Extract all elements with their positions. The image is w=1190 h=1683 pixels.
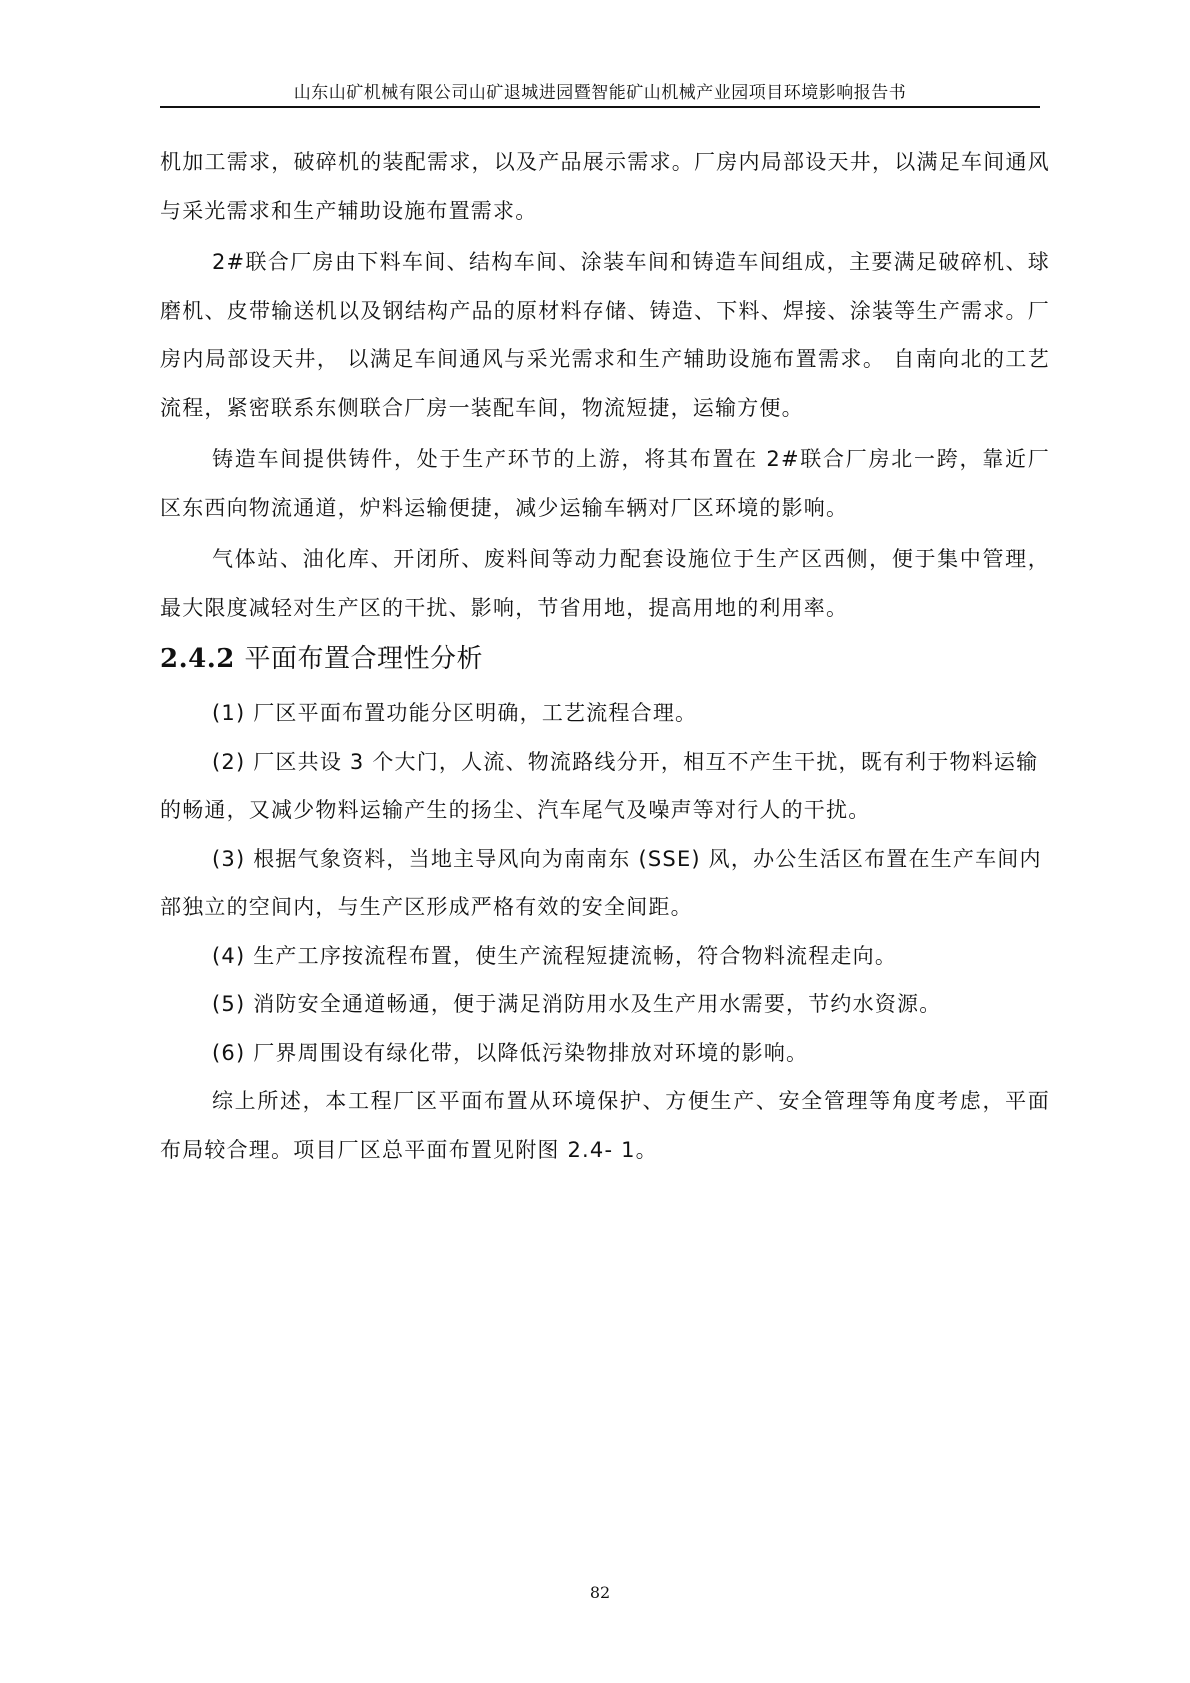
section-title: 平面布置合理性分析: [244, 644, 483, 674]
list-item: (4) 生产工序按流程布置，使生产流程短捷流畅，符合物料流程走向。: [212, 943, 898, 968]
body-paragraph: 铸造车间提供铸件，处于生产环节的上游，将其布置在 2#联合厂房北一跨，靠近厂区东西向物流通道，炉料运输便捷，减少运输车辆对厂区环境的影响。: [160, 447, 1050, 520]
list-item: (1) 厂区平面布置功能分区明确，工艺流程合理。: [212, 701, 698, 725]
section-number: 2.4.2: [160, 644, 235, 674]
body-paragraph: 2#联合厂房由下料车间、结构车间、涂装车间和铸造车间组成，主要满足破碎机、球磨机、皮带输送机以及钢结构产品的原材料存储、铸造、下料、焊接、涂装等生产需求。厂房内局部设天井， 以满足车间通风与采光需求和生产辅助设施布置需求。 自南向北的工艺流程，紧密联系东侧联合厂房一装配车间，物流短捷，运输方便。: [160, 250, 1050, 420]
section-heading: [160, 635, 1050, 683]
document-body: [160, 138, 1050, 1177]
page-header-title: 山东山矿机械有限公司山矿退城进园暨智能矿山机械产业园项目环境影响报告书: [293, 83, 907, 103]
body-paragraph: 气体站、油化库、开闭所、废料间等动力配套设施位于生产区西侧，便于集中管理，最大限度减轻对生产区的干扰、影响，节省用地，提高用地的利用率。: [160, 547, 1050, 620]
list-item: (3) 根据气象资料，当地主导风向为南南东 (SSE) 风，办公生活区布置在生产车间内部独立的空间内，与生产区形成严格有效的安全间距。: [160, 846, 1042, 919]
list-item: (2) 厂区共设 3 个大门，人流、物流路线分开，相互不产生干扰，既有利于物料运输的畅通，又减少物料运输产生的扬尘、汽车尾气及噪声等对行人的干扰。: [160, 749, 1039, 822]
body-paragraph: 机加工需求，破碎机的装配需求，以及产品展示需求。厂房内局部设天井，以满足车间通风与采光需求和生产辅助设施布置需求。: [160, 150, 1050, 223]
page-number: 82: [589, 1583, 611, 1602]
header-divider: [160, 106, 1040, 108]
list-item: (6) 厂界周围设有绿化带，以降低污染物排放对环境的影响。: [212, 1040, 809, 1065]
conclusion-paragraph: 综上所述，本工程厂区平面布置从环境保护、方便生产、安全管理等角度考虑，平面布局较合理。项目厂区总平面布置见附图 2.4- 1。: [160, 1089, 1050, 1162]
list-item: (5) 消防安全通道畅通，便于满足消防用水及生产用水需要，节约水资源。: [212, 992, 942, 1016]
